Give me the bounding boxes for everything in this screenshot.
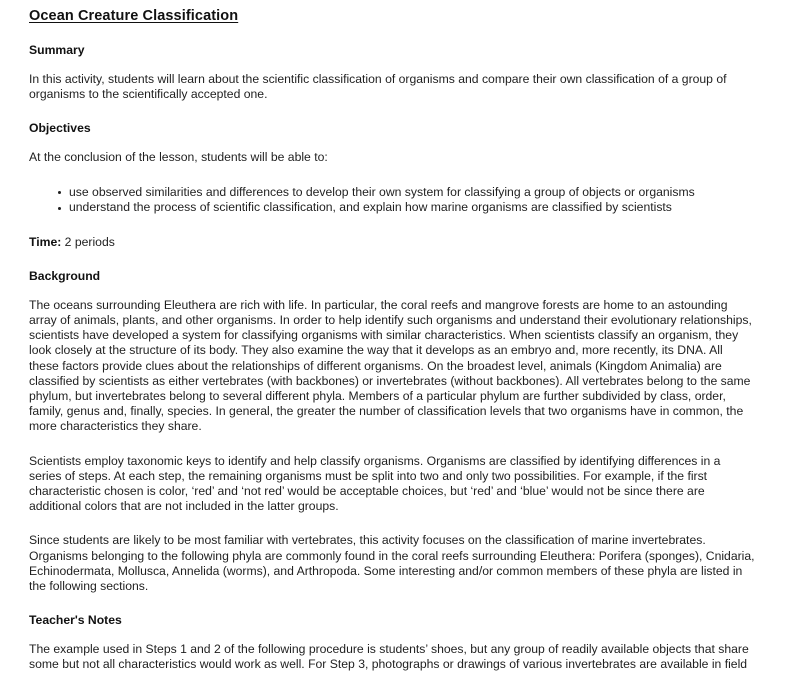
background-paragraph-3: Since students are likely to be most familiar with vertebrates, this activity focuses on the classification of marine invertebrates. Organisms belonging to the following phyla are commonly found in the coral reefs surrounding Eleuthera: Porifera (sponges), Cnidaria, Echinodermata, Mollusca, Annelida (worms), and Arthropoda. Some interesting and/or common members of these phyla are listed in the following sections. [29,533,755,594]
time-line [29,235,755,250]
list-item: use observed similarities and differences to develop their own system for classifying a group of objects or organisms [58,185,755,201]
section-heading-teachers-notes: Teacher's Notes [29,613,122,628]
page-title: Ocean Creature Classification [29,8,239,24]
section-heading-summary: Summary [29,43,85,57]
objectives-lead-in: At the conclusion of the lesson, students will be able to: [29,150,328,165]
background-paragraph-2: Scientists employ taxonomic keys to identify and help classify organisms. Organisms are classified by identifying differences in a series of steps. At each step, the remaining organisms must be split into two and only two possibilities. For example, if the first characteristic chosen is color, ‘red’ and ‘not red’ would be acceptable choices, but ‘red’ and ‘blue’ would not be since there are additional colors that are not included in the latter groups. [29,453,721,514]
list-item: understand the process of scientific classification, and explain how marine organisms are classified by scientists [58,200,755,216]
time-label: Time: [29,234,62,249]
objectives-list [29,185,755,216]
section-heading-background: Background [29,268,101,283]
time-value: 2 periods [61,234,115,249]
background-paragraph-1: The oceans surrounding Eleuthera are rich with life. In particular, the coral reefs and mangrove forests are home to an astounding array of animals, plants, and other organisms. In order to help identify such organisms and understand their evolutionary relationships, scientists have developed a system for classifying organisms with similar characteristics. When scientists classify an organism, they look closely at the structure of its body. They also examine the way that it develops as an embryo and, more recently, its DNA. All these factors provide clues about the relationships of different organisms. On the broadest level, animals (Kingdom Animalia) are classified by scientists as either vertebrates (with backbones) or invertebrates (without backbones). All vertebrates belong to the same phylum, but invertebrates belong to several different phyla. Members of a particular phylum are further subdivided by class, order, family, genus and, finally, species. In general, the greater the number of classification levels that two organisms have in common, the more characteristics they share. [29,297,752,434]
section-heading-objectives: Objectives [29,121,91,136]
teachers-notes-paragraph: The example used in Steps 1 and 2 of the following procedure is students’ shoes, but any group of readily available objects that share some but not all characteristics would work as well. For Step 3, photographs or drawings of various invertebrates are available in field [29,642,749,672]
summary-paragraph: In this activity, students will learn about the scientific classification of organisms and compare their own classification of a group of organisms to the scientifically accepted one. [29,72,727,102]
